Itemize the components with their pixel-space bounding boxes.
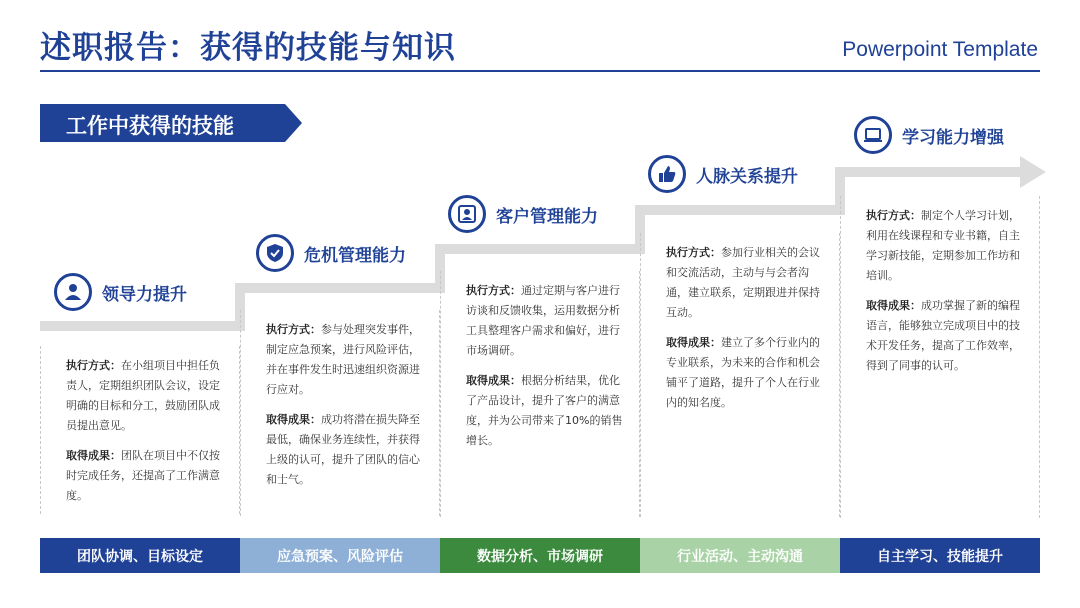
step-result: 取得成果：建立了多个行业内的专业联系，为未来的合作和机会铺平了道路，提升了个人在行业内的知名度。	[666, 336, 820, 409]
keyword-cell: 应急预案、风险评估	[240, 538, 440, 573]
page-title: 述职报告：获得的技能与知识	[40, 30, 456, 66]
step-header-1	[54, 273, 187, 311]
step-method: 执行方式：参加行业相关的会议和交流活动，主动与与会者沟通，建立联系，定期跟进并保持互动。	[666, 246, 820, 319]
step-title: 客户管理能力	[496, 206, 598, 227]
arrow-head	[1020, 156, 1046, 188]
step-result: 取得成果：成功将潜在损失降至最低，确保业务连续性，并获得上级的认可，提升了团队的信心和士气。	[266, 413, 420, 486]
step-method: 执行方式：通过定期与客户进行访谈和反馈收集，运用数据分析工具整理客户需求和偏好，进行市场调研。	[466, 284, 620, 357]
step-title: 学习能力增强	[902, 127, 1004, 148]
step-method: 执行方式：在小组项目中担任负责人，定期组织团队会议，设定明确的目标和分工，鼓励团队成员提出意见。	[66, 359, 220, 432]
keyword-bar	[40, 538, 1040, 573]
keyword-cell: 自主学习、技能提升	[840, 538, 1040, 573]
shield-check-icon	[256, 234, 294, 272]
step-result: 取得成果：团队在项目中不仅按时完成任务，还提高了工作满意度。	[66, 449, 220, 502]
step-detail-2	[240, 310, 440, 516]
step-result: 取得成果：成功掌握了新的编程语言，能够独立完成项目中的技术开发任务，提高了工作效率，得到了同事的认可。	[866, 299, 1020, 372]
step-header-4	[648, 155, 798, 193]
step-header-5	[854, 116, 1004, 154]
step-method: 执行方式：制定个人学习计划，利用在线课程和专业书籍，自主学习新技能，定期参加工作坊和培训。	[866, 209, 1020, 282]
step-header-3	[448, 195, 598, 233]
id-card-icon	[448, 195, 486, 233]
section-banner-label: 工作中获得的技能	[66, 114, 234, 138]
template-label: Powerpoint Template	[842, 38, 1038, 61]
step-method: 执行方式：参与处理突发事件，制定应急预案，进行风险评估，并在事件发生时迅速组织资源进行应对。	[266, 323, 420, 396]
step-title: 人脉关系提升	[696, 166, 798, 187]
step-title: 危机管理能力	[304, 245, 406, 266]
keyword-cell: 团队协调、目标设定	[40, 538, 240, 573]
step-detail-3	[440, 271, 640, 517]
step-detail-5	[840, 196, 1040, 518]
user-icon	[54, 273, 92, 311]
step-header-2	[256, 234, 406, 272]
keyword-cell: 数据分析、市场调研	[440, 538, 640, 573]
step-detail-1	[40, 346, 240, 514]
step-detail-4	[640, 233, 840, 517]
thumbs-up-icon	[648, 155, 686, 193]
keyword-cell: 行业活动、主动沟通	[640, 538, 840, 573]
step-title: 领导力提升	[102, 284, 187, 305]
step-result: 取得成果：根据分析结果，优化了产品设计，提升了客户的满意度，并为公司带来了10%的销售增长。	[466, 374, 623, 447]
laptop-icon	[854, 116, 892, 154]
